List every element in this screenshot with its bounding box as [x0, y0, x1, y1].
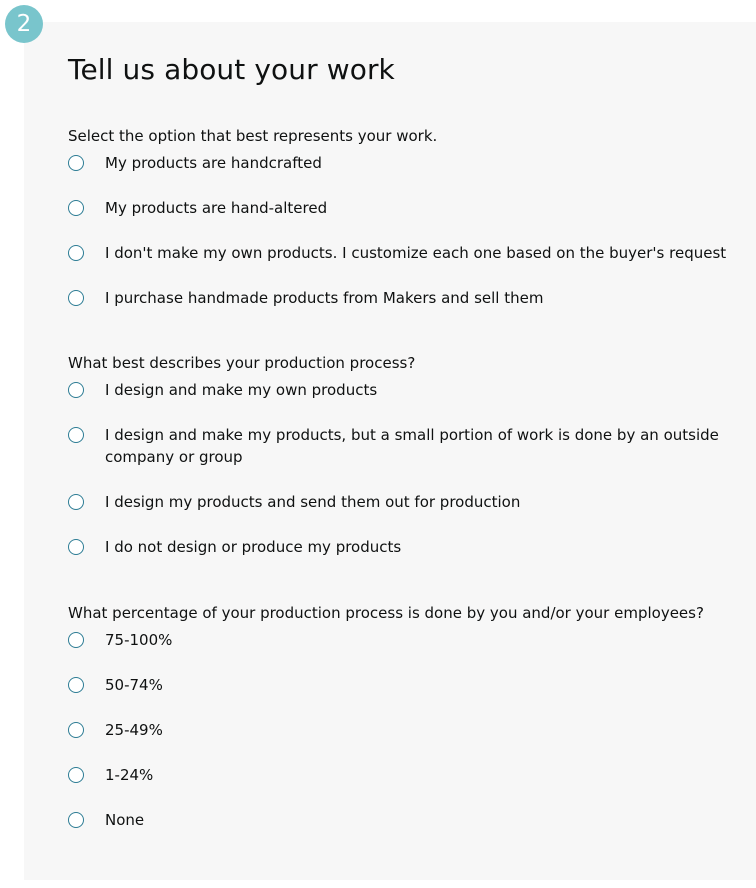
radio-option-label: I design my products and send them out for production — [105, 493, 521, 511]
radio-button[interactable] — [68, 722, 84, 738]
radio-option-label: 25-49% — [105, 721, 163, 739]
radio-button[interactable] — [68, 539, 84, 555]
radio-option-purchase-from-makers[interactable] — [68, 287, 748, 309]
work-info-panel — [24, 22, 756, 880]
radio-option-50-74[interactable] — [68, 674, 748, 696]
radio-button[interactable] — [68, 632, 84, 648]
radio-button[interactable] — [68, 290, 84, 306]
radio-option-label: 75-100% — [105, 631, 173, 649]
radio-option-label: 1-24% — [105, 766, 154, 784]
radio-button[interactable] — [68, 427, 84, 443]
radio-option-label: I do not design or produce my products — [105, 538, 402, 556]
radio-option-label: My products are handcrafted — [105, 154, 322, 172]
radio-option-design-and-make[interactable] — [68, 379, 748, 401]
radio-option-label: None — [105, 811, 145, 829]
radio-button[interactable] — [68, 200, 84, 216]
radio-button[interactable] — [68, 767, 84, 783]
radio-button[interactable] — [68, 382, 84, 398]
radio-option-no-design[interactable] — [68, 536, 748, 558]
radio-option-label: I don't make my own products. I customize each one based on the buyer's request — [105, 244, 727, 262]
radio-button[interactable] — [68, 245, 84, 261]
question-label: What percentage of your production process is done by you and/or your employees? — [68, 604, 704, 622]
radio-option-label: My products are hand-altered — [105, 199, 328, 217]
question-work-type — [68, 126, 748, 309]
question-production-percentage — [68, 603, 748, 831]
radio-option-hand-altered[interactable] — [68, 197, 748, 219]
radio-option-25-49[interactable] — [68, 719, 748, 741]
radio-option-customize[interactable] — [68, 242, 748, 264]
radio-option-label: I purchase handmade products from Makers and sell them — [105, 289, 544, 307]
question-production-process — [68, 353, 748, 558]
page-title: Tell us about your work — [68, 53, 395, 86]
radio-button[interactable] — [68, 677, 84, 693]
radio-button[interactable] — [68, 812, 84, 828]
radio-option-partial-outside[interactable] — [68, 424, 748, 468]
radio-option-handcrafted[interactable] — [68, 152, 748, 174]
question-label: Select the option that best represents your work. — [68, 127, 438, 145]
radio-option-label: I design and make my own products — [105, 381, 378, 399]
radio-option-75-100[interactable] — [68, 629, 748, 651]
radio-button[interactable] — [68, 155, 84, 171]
radio-option-label: 50-74% — [105, 676, 163, 694]
radio-option-1-24[interactable] — [68, 764, 748, 786]
radio-option-design-send-out[interactable] — [68, 491, 748, 513]
radio-button[interactable] — [68, 494, 84, 510]
question-label: What best describes your production process? — [68, 354, 416, 372]
radio-option-label: I design and make my products, but a small portion of work is done by an outside company or group — [105, 426, 719, 466]
step-number-badge: 2 — [5, 5, 43, 43]
radio-option-none[interactable] — [68, 809, 748, 831]
